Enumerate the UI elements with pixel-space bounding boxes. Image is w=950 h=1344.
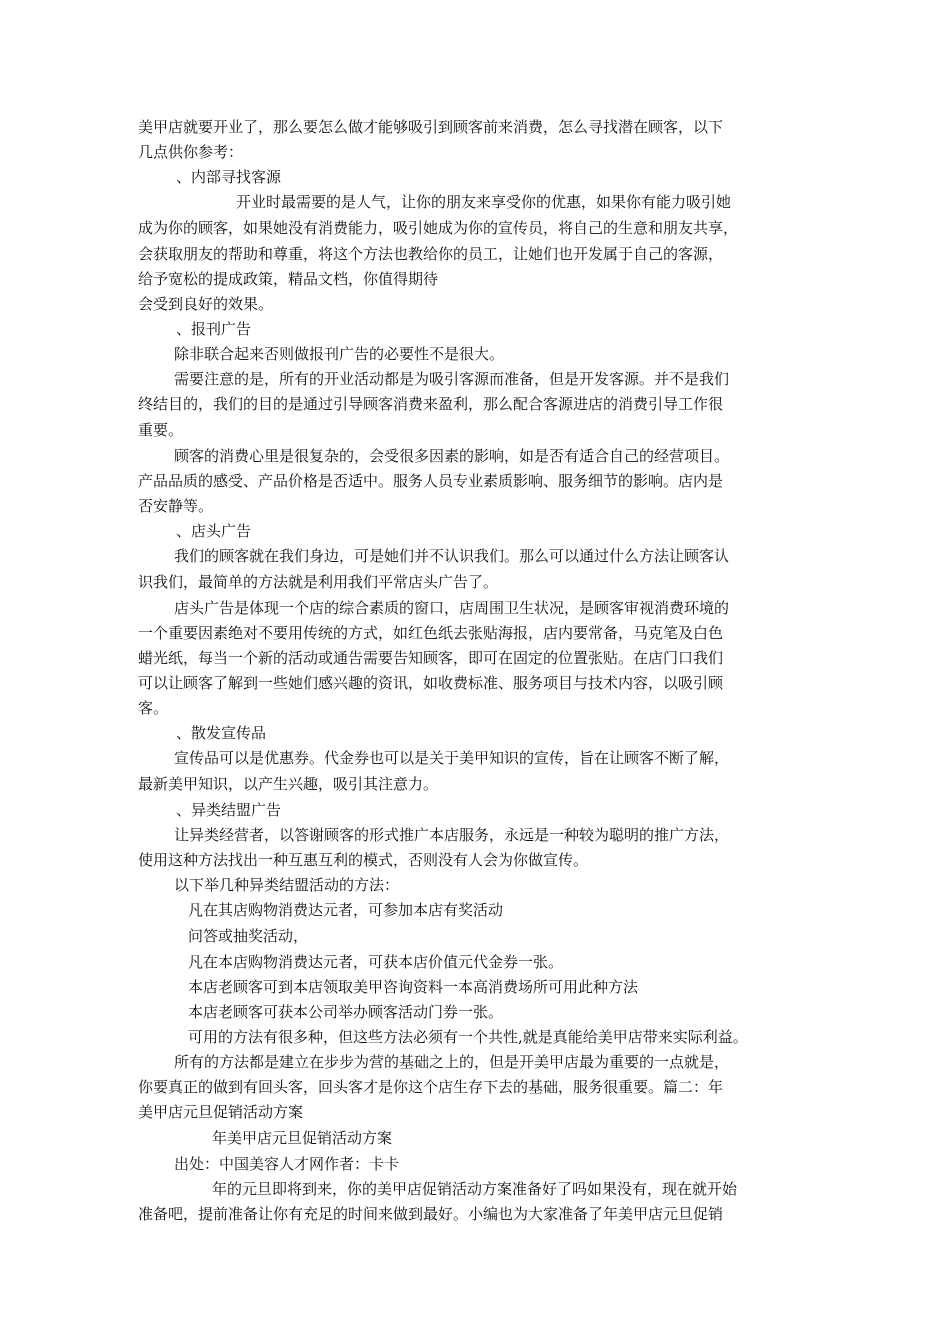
- text-line-1: 美甲店就要开业了，那么要怎么做才能够吸引到顾客前来消费，怎么寻找潜在顾客，以下: [138, 118, 724, 136]
- text-line-19: 识我们，最简单的方法就是利用我们平常店头广告了。: [138, 573, 499, 591]
- text-line-5: 成为你的顾客，如果她没有消费能力，吸引她成为你的宣传员，将自己的生意和朋友共享，: [138, 219, 739, 237]
- text-line-4: 开业时最需要的是人气，让你的朋友来享受你的优惠，如果你有能力吸引她: [236, 193, 732, 211]
- list-item-1-cont: 问答或抽奖活动，: [188, 927, 309, 945]
- article-source: 出处：中国美容人才网作者：卡卡: [174, 1155, 400, 1173]
- text-line-13: 重要。: [138, 421, 184, 439]
- text-line-39: 你要真正的做到有回头客，回头客才是你这个店生存下去的基础，服务很重要。篇二：年: [138, 1078, 724, 1096]
- text-line-8: 会受到良好的效果。: [138, 295, 274, 313]
- list-item-4: 本店老顾客可获本公司举办顾客活动门券一张。: [188, 1003, 504, 1021]
- text-line-24: 客。: [138, 699, 169, 717]
- section-heading-flyers: 、散发宣传品: [176, 724, 267, 742]
- section-heading-storefront: 、店头广告: [176, 522, 252, 540]
- text-line-21: 一个重要因素绝对不要用传统的方式，如红色纸去张贴海报，店内要常备，马克笔及白色: [138, 624, 724, 642]
- text-line-20: 店头广告是体现一个店的综合素质的窗口，店周围卫生状况，是顾客审视消费环境的: [174, 599, 730, 617]
- text-line-18: 我们的顾客就在我们身边，可是她们并不认识我们。那么可以通过什么方法让顾客认: [174, 547, 730, 565]
- text-line-14: 顾客的消费心里是很复杂的，会受很多因素的影响，如是否有适合自己的经营项目。: [174, 447, 730, 465]
- text-line-6: 会获取朋友的帮助和尊重，将这个方法也教给你的员工，让她们也开发属于自己的客源，: [138, 245, 724, 263]
- article-title: 年美甲店元旦促销活动方案: [212, 1129, 393, 1147]
- list-item-3: 本店老顾客可到本店领取美甲咨询资料一本高消费场所可用此种方法: [188, 978, 639, 996]
- list-item-1: 凡在其店购物消费达元者，可参加本店有奖活动: [188, 901, 504, 919]
- section-heading-internal: 、内部寻找客源: [176, 168, 282, 186]
- text-line-16: 否安静等。: [138, 497, 214, 515]
- text-line-26: 宣传品可以是优惠券。代金券也可以是关于美甲知识的宣传，旨在让顾客不断了解，: [174, 749, 730, 767]
- text-line-38: 所有的方法都是建立在步步为营的基础之上的，但是开美甲店最为重要的一点就是，: [174, 1053, 730, 1071]
- text-line-44: 准备吧，提前准备让你有充足的时间来做到最好。小编也为大家准备了年美甲店元旦促销: [138, 1205, 724, 1223]
- text-line-31: 以下举几种异类结盟活动的方法：: [174, 876, 400, 894]
- section-heading-alliance: 、异类结盟广告: [176, 801, 282, 819]
- text-line-37: 可用的方法有很多种，但这些方法必须有一个共性,就是真能给美甲店带来实际利益。: [188, 1028, 748, 1046]
- text-line-12: 终结目的，我们的目的是通过引导顾客消费来盈利，那么配合客源进店的消费引导工作很: [138, 395, 724, 413]
- text-line-29: 让异类经营者，以答谢顾客的形式推广本店服务，永远是一种较为聪明的推广方法，: [174, 826, 730, 844]
- text-line-11: 需要注意的是，所有的开业活动都是为吸引客源而准备，但是开发客源。并不是我们: [174, 370, 730, 388]
- text-line-2: 几点供你参考：: [138, 143, 244, 161]
- list-item-2: 凡在本店购物消费达元者，可获本店价值元代金券一张。: [188, 953, 564, 971]
- text-line-23: 可以让顾客了解到一些她们感兴趣的资讯，如收费标准、服务项目与技术内容，以吸引顾: [138, 674, 724, 692]
- text-line-43: 年的元旦即将到来，你的美甲店促销活动方案准备好了吗如果没有，现在就开始: [212, 1180, 738, 1198]
- text-line-10: 除非联合起来否则做报刊广告的必要性不是很大。: [174, 345, 505, 363]
- text-line-7: 给予宽松的提成政策，精品文档，你值得期待: [138, 270, 439, 288]
- text-line-27: 最新美甲知识，以产生兴趣，吸引其注意力。: [138, 775, 439, 793]
- text-line-30: 使用这种方法找出一种互惠互利的模式，否则没有人会为你做宣传。: [138, 851, 589, 869]
- text-line-15: 产品品质的感受、产品价格是否适中。服务人员专业素质影响、服务细节的影响。店内是: [138, 472, 724, 490]
- section-heading-newspaper: 、报刊广告: [176, 320, 252, 338]
- text-line-22: 蜡光纸，每当一个新的活动或通告需要告知顾客，即可在固定的位置张贴。在店门口我们: [138, 649, 724, 667]
- text-line-40: 美甲店元旦促销活动方案: [138, 1103, 304, 1121]
